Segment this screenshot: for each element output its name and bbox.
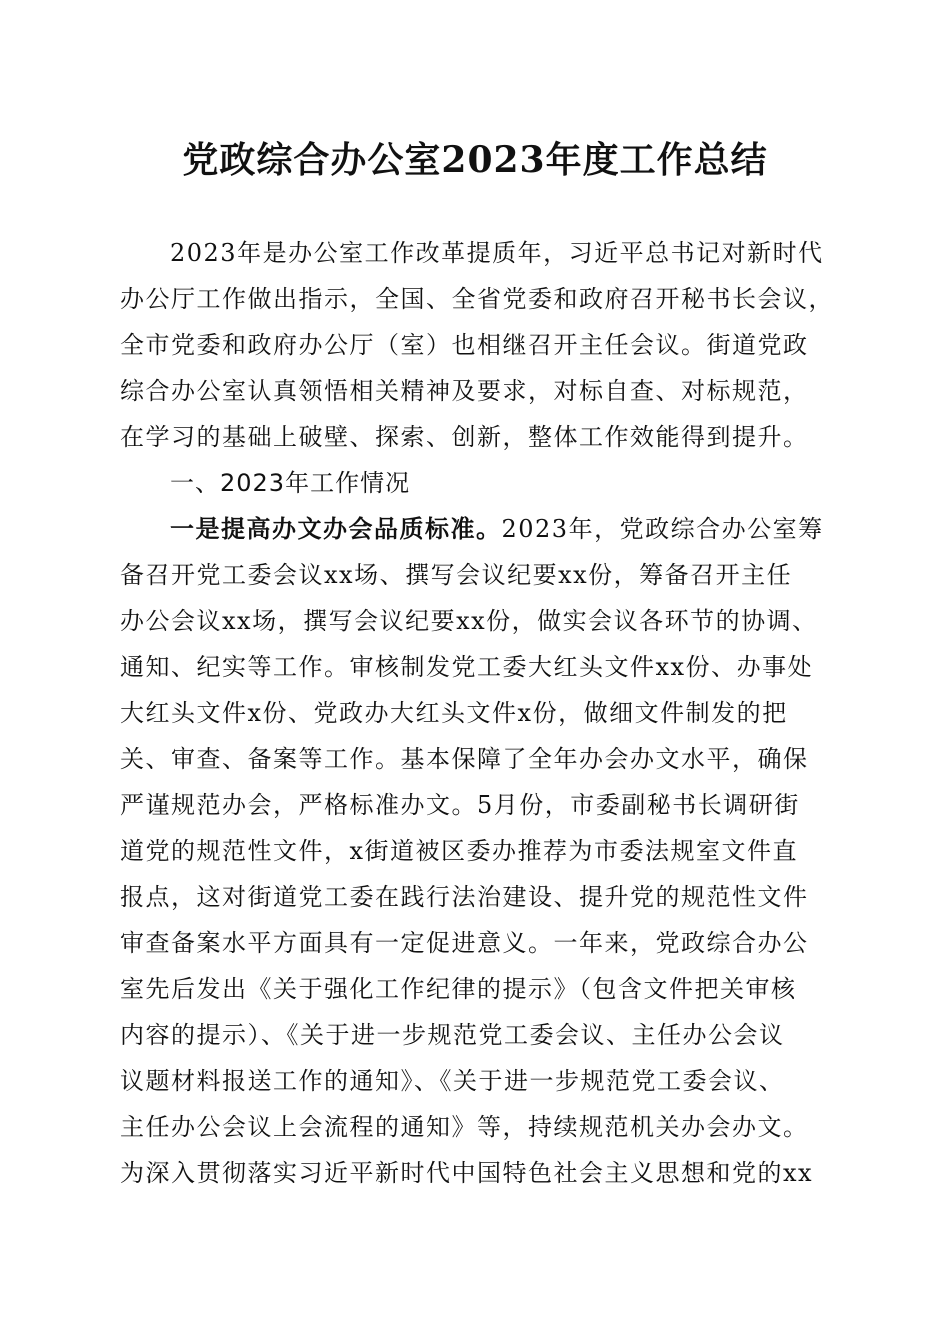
intro-line: 2023年是办公室工作改革提质年，习近平总书记对新时代 [170,239,824,267]
intro-line: 综合办公室认真领悟相关精神及要求，对标自查、对标规范， [120,377,809,405]
section-lead: 一是提高办文办会品质标准。 [170,514,502,543]
section-line: 为深入贯彻落实习近平新时代中国特色社会主义思想和党的xx [120,1159,814,1187]
section-line: 报点，这对街道党工委在践行法治建设、提升党的规范性文件 [120,883,809,911]
section-line: 备召开党工委会议xx场、撰写会议纪要xx份，筹备召开主任 [120,561,793,589]
section-line: 室先后发出《关于强化工作纪律的提示》（包含文件把关审核 [120,975,797,1003]
section-heading: 一、2023年工作情况 [170,469,411,497]
section-line: 通知、纪实等工作。审核制发党工委大红头文件xx份、办事处 [120,653,814,681]
section-line: 关、审查、备案等工作。基本保障了全年办会办文水平，确保 [120,745,809,773]
section-line: 审查备案水平方面具有一定促进意义。一年来，党政综合办公 [120,929,809,957]
section-first-line [120,506,840,552]
intro-line: 在学习的基础上破壁、探索、创新，整体工作效能得到提升。 [120,423,809,451]
section-line: 严谨规范办会，严格标准办文。5月份，市委副秘书长调研街 [120,791,800,819]
section-line: 大红头文件x份、党政办大红头文件x份，做细文件制发的把 [120,699,788,727]
section-line: 道党的规范性文件，x街道被区委办推荐为市委法规室文件直 [120,837,799,865]
page-title: 党政综合办公室2023年度工作总结 [182,139,768,181]
section-line: 办公会议xx场，撰写会议纪要xx份，做实会议各环节的协调、 [120,607,818,635]
section-line: 内容的提示）、《关于进一步规范党工委会议、主任办公会议 [120,1021,785,1049]
intro-line: 办公厅工作做出指示，全国、全省党委和政府召开秘书长会议， [120,285,834,313]
intro-line: 全市党委和政府办公厅（室）也相继召开主任会议。街道党政 [120,331,809,359]
section-line: 议题材料报送工作的通知》、《关于进一步规范党工委会议、 [120,1067,785,1095]
section-line: 主任办公会议上会流程的通知》等，持续规范机关办会办文。 [120,1113,809,1141]
section-first-line-rest: 2023年，党政综合办公室筹 [501,515,824,543]
document-body [120,230,840,1196]
